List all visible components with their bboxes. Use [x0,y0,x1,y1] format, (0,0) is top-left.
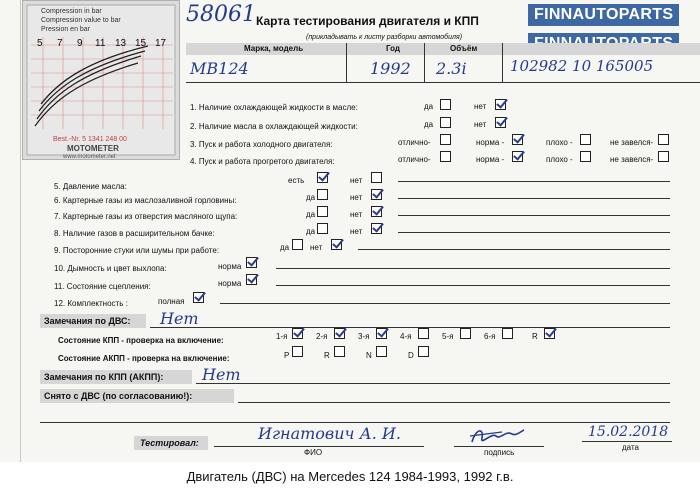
akpp-d-checkbox[interactable] [418,346,429,357]
removed-line-2 [40,422,670,423]
gauge-url: www.motometer.net [63,154,116,160]
q12-label: 12. Комплектность : [54,299,128,308]
q3-normal-checkbox[interactable] [512,134,523,145]
document-number: 58061 [186,2,256,27]
q7-line [398,215,670,216]
q2-no-checkbox[interactable] [495,117,506,128]
akpp-n-label: N [366,351,372,360]
date-line [582,441,672,442]
fio-line [214,446,424,447]
q2-yes-checkbox[interactable] [440,117,451,128]
q6-no-checkbox[interactable] [371,189,382,200]
kpp-label: Состояние КПП - проверка на включение: [58,336,224,345]
q10-norm: норма [218,262,242,271]
q7-label: 7. Картерные газы из отверстия масляного щупа: [54,212,238,221]
kpp-remarks-label: Замечания по КПП (АКПП): [44,372,164,382]
engine-remarks-line [150,327,670,328]
gauge-text-2: Compression value to bar [41,17,121,24]
q4-normal: норма - [476,155,505,164]
q7-yes-checkbox[interactable] [317,206,328,217]
akpp-p-label: P [284,351,290,360]
col-make-model: Марка, модель [244,44,304,53]
gear-r-checkbox[interactable] [544,328,555,339]
akpp-d-label: D [408,351,414,360]
gear-1-checkbox[interactable] [292,328,303,339]
removed-line [238,402,670,403]
sign-caption: подпись [484,448,515,457]
tested-label: Тестировал: [140,438,199,448]
q4-bad: плохо - [546,155,573,164]
gear-5-checkbox[interactable] [460,328,471,339]
q3-bad-checkbox[interactable] [580,134,591,145]
q2-yes: да [424,120,434,129]
gauge-scale-3: 11 [95,38,106,49]
q9-yes-checkbox[interactable] [292,239,303,250]
table-divider-2 [424,43,425,83]
removed-label: Снято с ДВС (по согласованию!): [44,391,193,401]
q4-bad-checkbox[interactable] [580,151,591,162]
gauge-scale-2: 9 [77,38,83,49]
gauge-text-1: Compression in bar [41,8,102,15]
q3-excellent-checkbox[interactable] [440,134,451,145]
document-subtitle: (прикладывать к листу разборки автомобиля) [306,34,463,41]
q8-no: нет [350,227,363,236]
q5-absent: нет [350,176,363,185]
gauge-scale-4: 13 [115,38,127,49]
q5-absent-checkbox[interactable] [371,172,382,183]
q8-yes: да [306,227,316,236]
q8-yes-checkbox[interactable] [317,223,328,234]
q3-nostart-checkbox[interactable] [658,134,669,145]
q5-label: 5. Давление масла: [54,182,127,191]
q6-line [398,198,670,199]
q11-line [276,285,670,286]
q11-norm-checkbox[interactable] [246,274,257,285]
date-value: 15.02.2018 [588,424,669,440]
q12-line [220,303,670,304]
col-year: Год [386,44,400,53]
gauge-text-3: Pression en bar [41,26,91,33]
q7-no: нет [350,210,363,219]
kpp-remarks-value: Нет [202,365,241,384]
q4-excellent-checkbox[interactable] [440,151,451,162]
gear-2-label: 2-я [316,332,328,341]
q11-label: 11. Состояние сцепления: [54,282,151,291]
q7-yes: да [306,210,316,219]
signature [466,424,526,448]
gauge-brand: MOTOMETER [67,144,119,153]
akpp-label: Состояние АКПП - проверка на включение: [58,354,230,363]
tester-name: Игнатович А. И. [258,424,401,443]
q5-line [398,181,670,182]
q3-label: 3. Пуск и работа холодного двигателя: [190,140,333,149]
q10-label: 10. Дымность и цвет выхлопа: [54,264,167,273]
q9-no: нет [310,243,323,252]
compression-gauge-card [22,0,180,160]
gear-2-checkbox[interactable] [334,328,345,339]
gear-1-label: 1-я [276,332,288,341]
document-title: Карта тестирования двигателя и КПП [256,14,479,28]
q3-bad: плохо - [546,138,573,147]
q9-label: 9. Посторонние стуки или шумы при работе: [54,246,220,255]
date-caption: дата [622,443,639,452]
q6-yes-checkbox[interactable] [317,189,328,200]
q5-present: есть [288,176,305,185]
gear-5-label: 5-я [442,332,454,341]
q8-no-checkbox[interactable] [371,223,382,234]
kpp-remarks-line [196,383,670,384]
q3-normal: норма - [476,138,505,147]
value-year: 1992 [370,59,411,78]
q12-full-checkbox[interactable] [193,292,204,303]
gauge-scale-5: 15 [135,38,147,49]
q1-no: нет [474,102,487,111]
gear-r-label: R [532,332,538,341]
gear-4-checkbox[interactable] [418,328,429,339]
q1-label: 1. Наличие охлаждающей жидкости в масле: [190,103,358,112]
q9-line [358,249,670,250]
col-volume: Объём [450,44,478,53]
akpp-r-label: R [324,351,330,360]
table-divider-1 [346,43,347,83]
q6-no: нет [350,193,363,202]
engine-remarks-value: Нет [160,309,199,328]
akpp-n-checkbox[interactable] [376,346,387,357]
q1-yes-checkbox[interactable] [440,99,451,110]
q4-excellent: отлично- [398,155,431,164]
gear-6-checkbox[interactable] [502,328,513,339]
value-engine-number: 102982 10 165005 [510,57,654,75]
gear-3-checkbox[interactable] [376,328,387,339]
table-divider-3 [502,43,503,83]
q4-label: 4. Пуск и работа прогретого двигателя: [190,157,335,166]
q10-line [276,268,670,269]
sign-line [454,446,544,447]
q3-nostart: не завелся- [610,138,654,147]
gear-4-label: 4-я [400,332,412,341]
value-volume: 2.3i [436,59,467,78]
q6-yes: да [306,193,316,202]
fio-caption: ФИО [304,448,323,457]
watermark-1: FINNAUTOPARTS [528,4,679,26]
q5-present-checkbox[interactable] [317,172,328,183]
q9-no-checkbox[interactable] [331,239,342,250]
q8-label: 8. Наличие газов в расширительном бачке: [54,229,215,238]
q2-no: нет [474,120,487,129]
q11-norm: норма [218,279,242,288]
q8-line [398,232,670,233]
akpp-r-checkbox[interactable] [334,346,345,357]
gauge-scale-1: 7 [57,38,63,49]
q10-norm-checkbox[interactable] [246,257,257,268]
q7-no-checkbox[interactable] [371,206,382,217]
engine-remarks-label: Замечания по ДВС: [44,316,131,326]
q3-excellent: отлично- [398,138,431,147]
table-bottom-line [186,82,700,83]
gauge-scale-0: 5 [37,38,43,49]
vehicle-table [186,43,700,83]
q9-yes: да [280,243,290,252]
q2-label: 2. Наличие масла в охлаждающей жидкости: [190,122,358,131]
gauge-model: Best.-Nr. 5 1341 248 00 [53,136,127,143]
value-make-model: MB124 [190,59,249,78]
image-caption: Двигатель (ДВС) на Mercedes 124 1984-1993, 1992 г.в. [0,462,700,492]
q4-normal-checkbox[interactable] [512,151,523,162]
akpp-p-checkbox[interactable] [292,346,303,357]
q1-yes: да [424,102,434,111]
q12-full: полная [158,297,185,306]
q4-nostart: не завелся- [610,155,654,164]
gear-3-label: 3-я [358,332,370,341]
q1-no-checkbox[interactable] [495,99,506,110]
gear-6-label: 6-я [484,332,496,341]
q6-label: 6. Картерные газы из маслозаливной горловины: [54,196,237,205]
q4-nostart-checkbox[interactable] [658,151,669,162]
gauge-scale-6: 17 [155,38,167,49]
